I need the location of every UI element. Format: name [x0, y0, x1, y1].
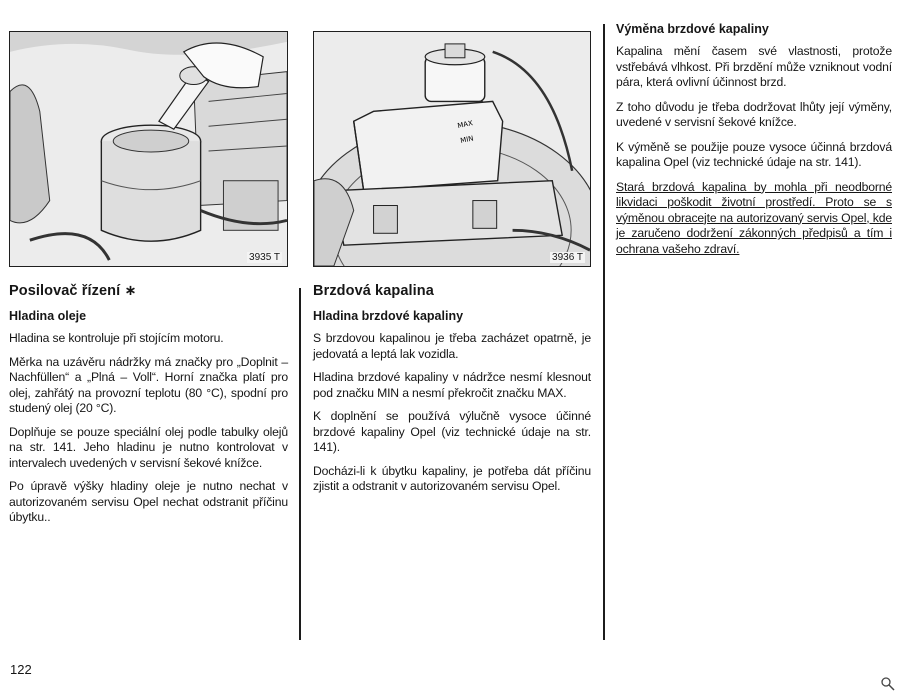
paragraph: K výměně se použije pouze vysoce účinná brzdová kapalina Opel (viz technické údaje na str. 141). — [616, 139, 892, 169]
column-divider-left — [299, 288, 301, 640]
paragraph: Doplňuje se pouze speciální olej podle tabulky olejů na str. 141. Jeho hladinu je nutno kontrolovat v intervalech uvedených v servisní šekové knížce. — [9, 424, 288, 470]
page-number: 122 — [10, 662, 32, 677]
figure-number: 3936 T — [552, 252, 583, 263]
paragraph: Docházi-li k úbytku kapaliny, je potřeba dát příčinu zjistit a odstranit v autorizovaném servisu Opel. — [313, 463, 591, 493]
environment-warning: Stará brzdová kapalina by mohla při neodborné likvidaci poškodit životní prostředí. Proto se s výměnou obracejte na autorizovaný servis Opel, kde je zaručeno dodržení zákonných předpisů a tím i ochrana vašeho zdraví. — [616, 179, 892, 256]
paragraph: Hladina se kontroluje při stojícím motoru. — [9, 331, 224, 345]
column-divider-right — [603, 24, 605, 640]
paragraph: S brzdovou kapalinou je třeba zacházet opatrně, je jedovatá a leptá lak vozidla. — [313, 331, 591, 361]
subtitle-brake-fluid-level: Hladina brzdové kapaliny — [313, 309, 464, 323]
magnifier-icon[interactable] — [880, 676, 896, 692]
figure-number: 3935 T — [249, 252, 280, 263]
min-mark: MIN — [459, 134, 475, 146]
power-steering-illustration — [10, 32, 287, 266]
middle-column — [313, 31, 591, 503]
brake-reservoir-illustration — [314, 32, 590, 266]
max-mark: MAX — [456, 119, 474, 131]
paragraph: Hladina brzdové kapaliny v nádržce nesmí klesnout pod značku MIN a nesmí překročit značku MAX. — [313, 370, 591, 400]
paragraph: Kapalina mění časem své vlastnosti, protože vstřebává vlhkost. Při brzdění může vzniknout vodní pára, která ovlivní účinnost brzd. — [616, 44, 892, 89]
paragraph: Měrka na uzávěru nádržky má značky pro „Doplnit – Nachfüllen“ a „Plná – Voll“. Horní značka platí pro olej, zahřátý na provozní teplotu (80 °C), spodní pro studený olej (20 °C). — [9, 354, 288, 415]
right-column — [616, 22, 892, 266]
power-steering-figure — [9, 31, 288, 267]
subtitle-oil-level: Hladina oleje — [9, 309, 87, 323]
paragraph: Z toho důvodu je třeba dodržovat lhůty její výměny, uvedené v servisní šekové knížce. — [616, 99, 892, 129]
paragraph: K doplnění se používá výlučně vysoce účinné brzdové kapaliny Opel (viz technické údaje na str. 141). — [313, 409, 591, 454]
paragraph: Po úpravě výšky hladiny oleje je nutno nechat v autorizovaném servisu Opel nechat odstranit příčinu úbytku.. — [9, 479, 288, 524]
left-column — [9, 31, 288, 534]
section-title-brake-fluid: Brzdová kapalina — [313, 283, 434, 299]
section-title-power-steering: Posilovač řízení ∗ — [9, 283, 137, 299]
subtitle-brake-fluid-replacement: Výměna brzdové kapaliny — [616, 22, 769, 36]
brake-fluid-figure — [313, 31, 591, 267]
